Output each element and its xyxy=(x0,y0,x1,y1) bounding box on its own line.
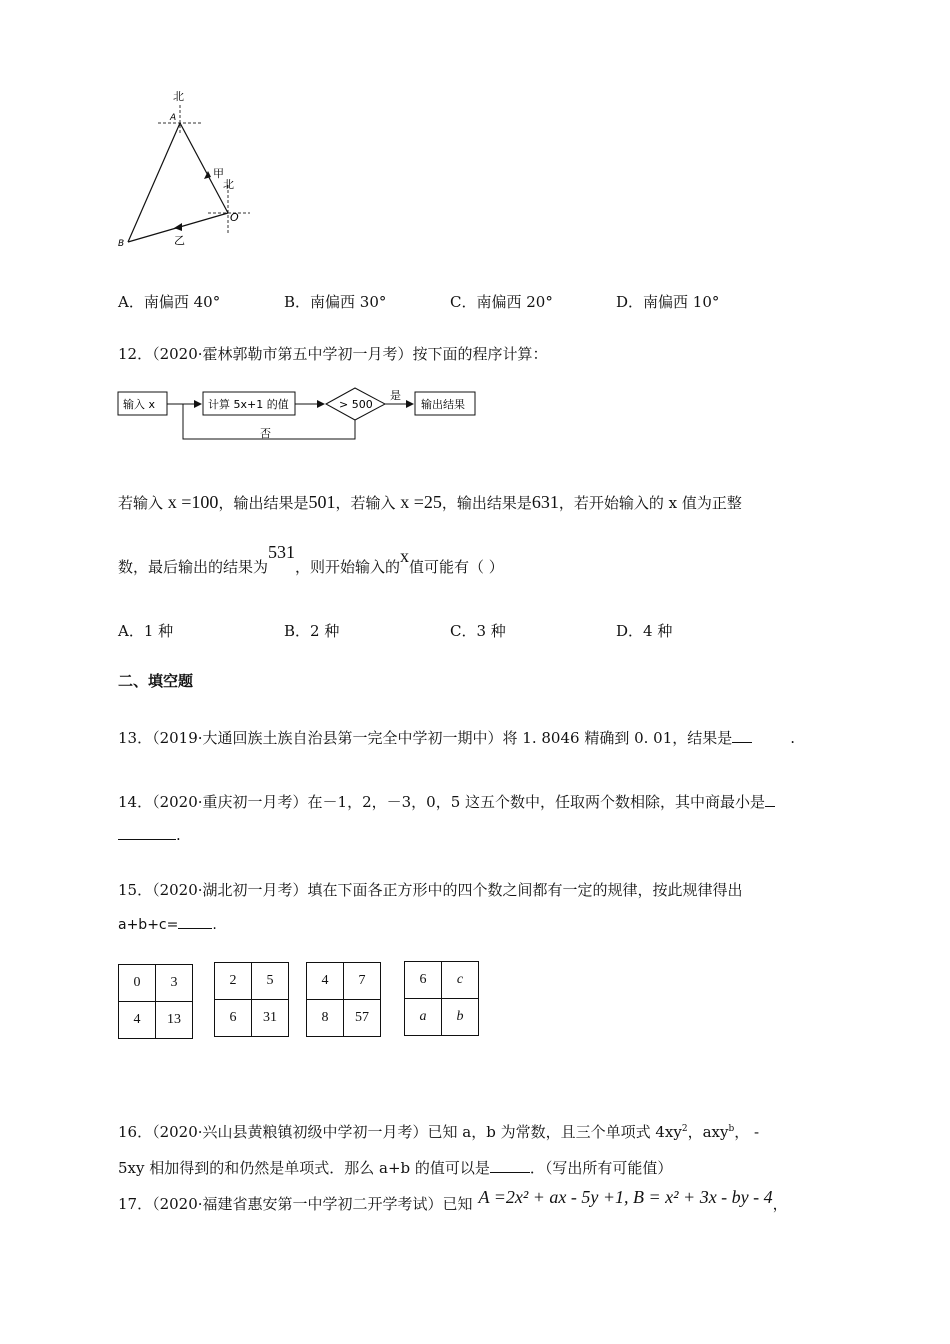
q14-number: 14． xyxy=(118,793,153,811)
point-o: O xyxy=(230,211,239,224)
square-cell: 6 xyxy=(405,962,442,999)
flow-input-label: 输入 x xyxy=(123,398,156,411)
q14-line2 xyxy=(118,825,181,844)
q12-option-c: C．3 种 xyxy=(450,622,506,640)
q11-option-d: D．南偏西 10° xyxy=(616,293,720,311)
square-cell: 13 xyxy=(156,1002,193,1039)
flow-condition-label: > 500 xyxy=(339,398,373,411)
q12-option-d: D．4 种 xyxy=(616,622,673,640)
flow-no-label: 否 xyxy=(260,427,271,440)
q12-l1-eq1: =100 xyxy=(176,492,219,512)
q12-l1-eq2: =25 xyxy=(409,492,442,512)
square-4 xyxy=(404,961,479,1036)
square-cell: 8 xyxy=(307,1000,344,1037)
arrow-jia-icon xyxy=(204,171,211,179)
q12-l1-t4: ，输出结果是 xyxy=(441,494,532,512)
flowchart xyxy=(115,383,485,445)
q12-l2-t1: 数，最后输出的结果为 xyxy=(118,558,269,576)
q17-formula: A =2x² + ax - 5y +1, B = x² + 3x - by - 4 xyxy=(478,1187,773,1207)
q11-option-c: C．南偏西 20° xyxy=(450,293,553,311)
square-cell: 3 xyxy=(156,965,193,1002)
q16-number: 16． xyxy=(118,1123,153,1141)
q12-l2-t3: 值可能有（ ） xyxy=(409,558,504,576)
q16-tail: ， - xyxy=(734,1123,760,1141)
square-2 xyxy=(214,962,289,1037)
q16-sup1: 2 xyxy=(681,1124,688,1134)
q16-text: （2020·兴山县黄粮镇初级中学初一月考）已知 a，b 为常数，且三个单项式 4xy xyxy=(152,1123,682,1141)
q12-number: 12． xyxy=(118,345,153,363)
q15-number: 15． xyxy=(118,881,153,899)
q12-l1-x2: x xyxy=(400,492,410,512)
square-cell: 31 xyxy=(252,1000,289,1037)
flow-output-label: 输出结果 xyxy=(421,398,465,411)
q11-options xyxy=(118,291,818,311)
north-label-top: 北 xyxy=(173,90,184,103)
square-cell: b xyxy=(442,999,479,1036)
q14 xyxy=(118,791,775,812)
q15 xyxy=(118,879,743,900)
q12-option-a: A．1 种 xyxy=(118,622,174,640)
label-yi: 乙 xyxy=(174,234,185,247)
q17-text: （2020·福建省惠安第一中学初二开学考试）已知 xyxy=(152,1195,473,1213)
square-cell: 4 xyxy=(119,1002,156,1039)
q12-source: （2020·霍林郭勒市第五中学初一月考）按下面的程序计算： xyxy=(152,345,548,363)
q12-options xyxy=(118,620,818,640)
q12-line2 xyxy=(118,542,504,577)
q12-stem xyxy=(118,343,548,364)
q15-text: （2020·湖北初一月考）填在下面各正方形中的四个数之间都有一定的规律，按此规律得出 xyxy=(152,881,743,899)
q13-number: 13． xyxy=(118,729,153,747)
point-a: A xyxy=(170,113,177,123)
square-cell: 0 xyxy=(119,965,156,1002)
q12-option-b: B．2 种 xyxy=(284,622,340,640)
q16 xyxy=(118,1121,759,1142)
direction-figure xyxy=(110,85,260,255)
q15-expression: a+b+c= xyxy=(118,917,179,933)
q17-number: 17． xyxy=(118,1195,153,1213)
q12-l1-t5: ，若开始输入的 x 值为正整 xyxy=(558,494,742,512)
q17-end: ， xyxy=(772,1195,788,1213)
q16-line2-text: 5xy 相加得到的和仍然是单项式．那么 a+b 的值可以是 xyxy=(118,1159,490,1177)
q15-line2 xyxy=(118,914,217,933)
q15-blank xyxy=(178,914,212,929)
square-1 xyxy=(118,964,193,1039)
label-jia: 甲 xyxy=(213,167,224,180)
square-cell: a xyxy=(405,999,442,1036)
q16-end: ．（写出所有可能值） xyxy=(529,1159,673,1177)
square-cell: 4 xyxy=(307,963,344,1000)
q17 xyxy=(118,1187,788,1214)
q15-end: . xyxy=(212,917,217,933)
q12-l1-x1: x xyxy=(167,492,177,512)
q12-l2-value: 531 xyxy=(268,542,296,562)
q12-l1-v1: 501 xyxy=(308,492,336,512)
q16-line2 xyxy=(118,1157,672,1178)
north-label-o: 北 xyxy=(223,178,234,191)
square-cell: 5 xyxy=(252,963,289,1000)
q16-sup2: b xyxy=(728,1124,735,1134)
q14-end: . xyxy=(176,826,181,844)
point-b: B xyxy=(118,239,125,249)
q12-l2-x: x xyxy=(400,546,410,566)
q12-l1-t3: ，若输入 xyxy=(335,494,401,512)
q13-end: . xyxy=(790,729,796,747)
square-cell: 6 xyxy=(215,1000,252,1037)
q14-blank-a xyxy=(765,792,775,807)
q12-l1-t2: ，输出结果是 xyxy=(218,494,309,512)
flow-yes-label: 是 xyxy=(390,389,401,402)
q14-text: （2020·重庆初一月考）在－1，2，－3，0，5 这五个数中，任取两个数相除，其中商最小是 xyxy=(152,793,766,811)
q13 xyxy=(118,727,795,748)
q16-blank xyxy=(490,1158,530,1173)
q13-blank xyxy=(732,728,752,743)
square-cell: c xyxy=(442,962,479,999)
square-3 xyxy=(306,962,381,1037)
square-cell: 2 xyxy=(215,963,252,1000)
q13-text: （2019·大通回族土族自治县第一完全中学初一期中）将 1. 8046 精确到 0. 01，结果是 xyxy=(152,729,733,747)
q12-l1-v2: 631 xyxy=(531,492,559,512)
square-cell: 57 xyxy=(344,1000,381,1037)
arrow-yi-icon xyxy=(174,223,182,231)
square-cell: 7 xyxy=(344,963,381,1000)
q12-l1-t1: 若输入 xyxy=(118,494,168,512)
section-title: 二、填空题 xyxy=(118,672,194,690)
q14-blank-b xyxy=(118,825,176,840)
q16-mid: ，axy xyxy=(687,1123,729,1141)
q12-line1 xyxy=(118,492,742,513)
flow-compute-label: 计算 5x+1 的值 xyxy=(208,398,289,411)
q11-option-b: B．南偏西 30° xyxy=(284,293,387,311)
q11-option-a: A．南偏西 40° xyxy=(118,293,221,311)
q12-l2-t2: ，则开始输入的 xyxy=(295,558,401,576)
